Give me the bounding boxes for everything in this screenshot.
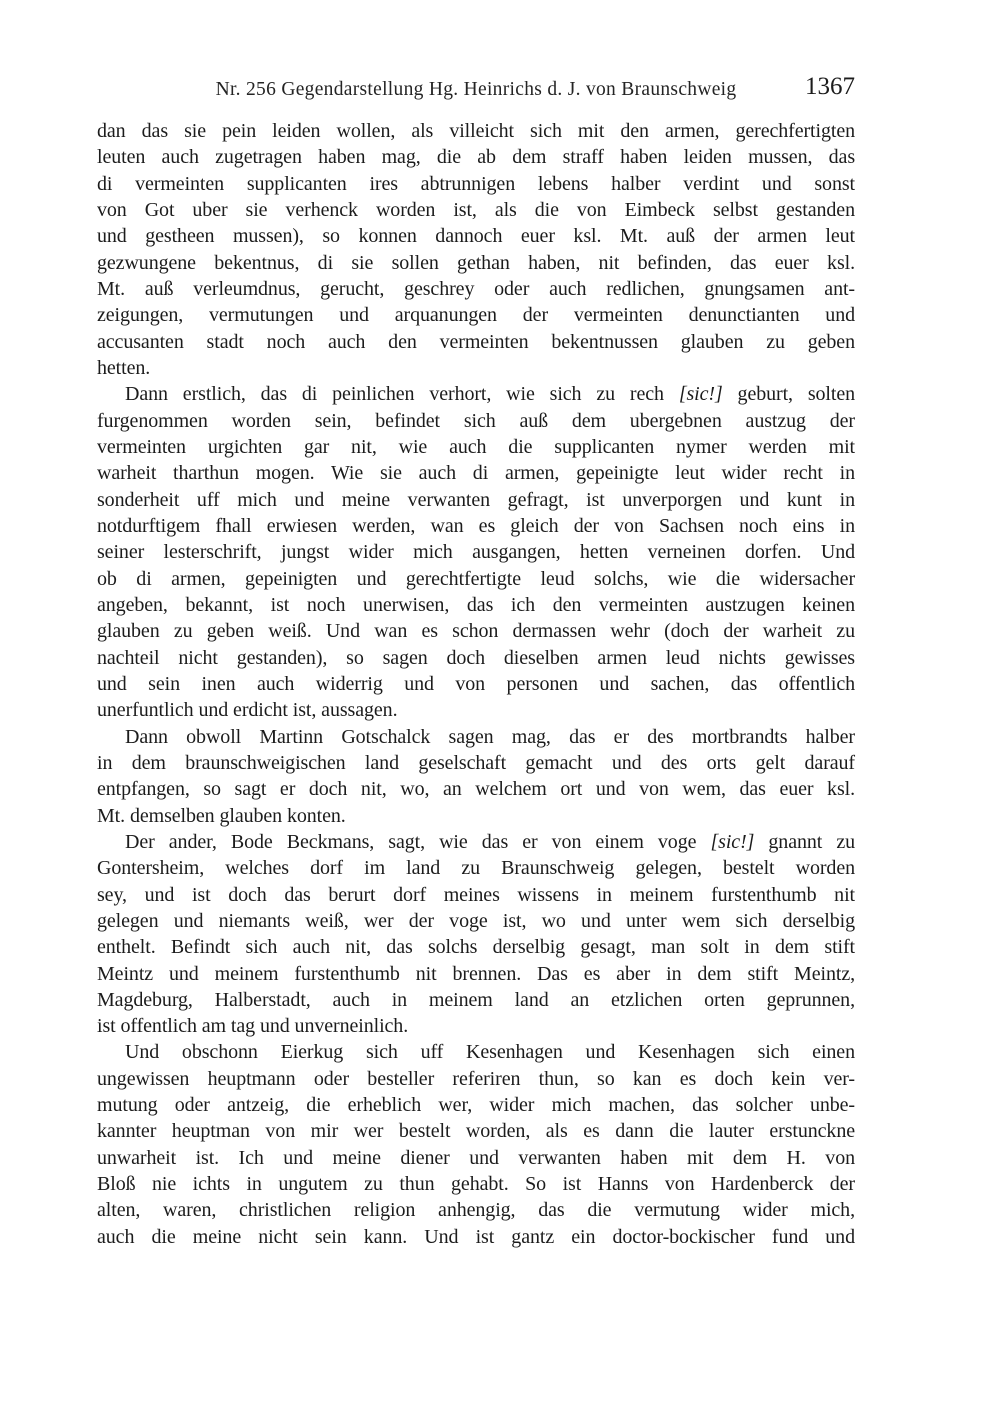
text-line: gezwungene bekentnus, di sie sollen gethan haben, nit befinden, das euer ksl. bbox=[97, 251, 855, 274]
text-line: ist offentlich am tag und unverneinlich. bbox=[97, 1015, 409, 1038]
page-body bbox=[97, 118, 855, 1250]
text-line: Bloß nie ichts in ungutem zu thun gehabt. So ist Hanns von Hardenberck der bbox=[97, 1173, 855, 1196]
text-line: leuten auch zugetragen haben mag, die ab dem straff haben leiden mussen, das bbox=[97, 146, 855, 169]
text-line: sey, und ist doch das berurt dorf meines wissens in meinem furstenthumb nit bbox=[97, 883, 855, 906]
text-line: und gestheen mussen), so konnen dannoch euer ksl. Mt. auß der armen leut bbox=[97, 225, 855, 248]
page-header bbox=[97, 73, 855, 104]
paragraph bbox=[97, 381, 855, 723]
text-line: Meintz und meinem furstenthumb nit brennen. Das es aber in dem stift Meintz, bbox=[97, 962, 855, 985]
text-line: alten, waren, christlichen religion anhengig, das die vermutung wider mich, bbox=[97, 1199, 855, 1222]
text-line: dan das sie pein leiden wollen, als villeicht sich mit den armen, gerechfertigten bbox=[97, 120, 855, 142]
text-line: entpfangen, so sagt er doch nit, wo, an welchem ort und von wem, das euer ksl. bbox=[97, 778, 855, 801]
text-line: enthelt. Befindt sich auch nit, das solchs derselbig gesagt, man solt in dem stift bbox=[97, 936, 855, 959]
text-line: accusanten stadt noch auch den vermeinten bekentnussen glauben zu geben bbox=[97, 330, 855, 353]
text-line: Magdeburg, Halberstadt, auch in meinem land an etzlichen orten geprunnen, bbox=[97, 988, 855, 1011]
text-line: Und obschonn Eierkug sich uff Kesenhagen und Kesenhagen sich einen bbox=[125, 1041, 855, 1064]
paragraph bbox=[97, 1039, 855, 1250]
text-line: furgenommen worden sein, befindet sich auß dem ubergebnen austzug der bbox=[97, 409, 855, 432]
text-line: mutung oder antzeig, die erheblich wer, wider mich machen, das solcher unbe- bbox=[97, 1094, 855, 1117]
text-line: zeigungen, vermutungen und arquanungen der vermeinten denunctianten und bbox=[97, 304, 855, 327]
text-line: Mt. demselben glauben konten. bbox=[97, 804, 346, 827]
text-line: Gontersheim, welches dorf im land zu Braunschweig gelegen, bestelt worden bbox=[97, 857, 855, 880]
text-line: seiner lesterschrift, jungst wider mich ausgangen, hetten verneinen dorfen. Und bbox=[97, 541, 855, 564]
text-line: Mt. auß verleumdnus, gerucht, geschrey oder auch redlichen, gnungsamen ant- bbox=[97, 277, 855, 300]
text-line: warheit tharthun mogen. Wie sie auch di armen, gepeinigte leut wider recht in bbox=[97, 462, 855, 485]
text-line: in dem braunschweigischen land geselschaft gemacht und des orts gelt darauf bbox=[97, 751, 855, 774]
text-line: ob di armen, gepeinigten und gerechtfertigte leud solchs, wie die widersacher bbox=[97, 567, 855, 590]
text-line: notdurftigem fhall erwiesen werden, wan es gleich der von Sachsen noch eins in bbox=[97, 514, 855, 537]
paragraph bbox=[97, 724, 855, 829]
text-line: Dann obwoll Martinn Gotschalck sagen mag, das er des mortbrandts halber bbox=[125, 725, 855, 748]
text-line: vermeinten urgichten gar nit, wie auch die supplicanten nymer werden mit bbox=[97, 435, 855, 458]
paragraph bbox=[97, 829, 855, 1040]
page-number: 1367 bbox=[805, 73, 855, 100]
text-line: kannter heuptman von mir wer bestelt worden, als es dann die lauter erstunckne bbox=[97, 1120, 855, 1143]
text-line: di vermeinten supplicanten ires abtrunnigen lebens halber verdint und sonst bbox=[97, 172, 855, 195]
text-line: nachteil nicht gestanden), so sagen doch dieselben armen leud nichts gewisses bbox=[97, 646, 855, 669]
running-title: Nr. 256 Gegendarstellung Hg. Heinrichs d. J. von Braunschweig bbox=[215, 79, 737, 100]
text-line: auch die meine nicht sein kann. Und ist gantz ein doctor-bockischer fund und bbox=[97, 1225, 855, 1248]
paragraph bbox=[97, 118, 855, 381]
text-line: unerfuntlich und erdicht ist, aussagen. bbox=[97, 699, 398, 722]
text-line: von Got uber sie verhenck worden ist, als die von Eimbeck selbst gestanden bbox=[97, 198, 855, 221]
text-line: und sein inen auch widerrig und von personen und sachen, das offentlich bbox=[97, 672, 855, 695]
text-line: angeben, bekannt, ist noch unerwisen, das ich den vermeinten austzugen keinen bbox=[97, 593, 855, 616]
text-line: unwarheit ist. Ich und meine diener und verwanten haben mit dem H. von bbox=[97, 1146, 855, 1169]
text-line: ungewissen heuptmann oder besteller referiren thun, so kan es doch kein ver- bbox=[97, 1067, 855, 1090]
text-line: hetten. bbox=[97, 356, 151, 379]
text-line: glauben zu geben weiß. Und wan es schon dermassen wehr (doch der warheit zu bbox=[97, 620, 855, 643]
sic-annotation: [sic!] bbox=[710, 830, 755, 853]
text-line: sonderheit uff mich und meine verwanten gefragt, ist unverporgen und kunt in bbox=[97, 488, 855, 511]
text-line: Der ander, Bode Beckmans, sagt, wie das er von einem voge [sic!] gnannt zu bbox=[125, 830, 856, 853]
sic-annotation: [sic!] bbox=[678, 383, 723, 406]
text-line: gelegen und niemants weiß, wer der voge ist, wo und unter wem sich derselbig bbox=[97, 909, 855, 932]
text-line: Dann erstlich, das di peinlichen verhort, wie sich zu rech [sic!] geburt, solten bbox=[125, 383, 855, 406]
